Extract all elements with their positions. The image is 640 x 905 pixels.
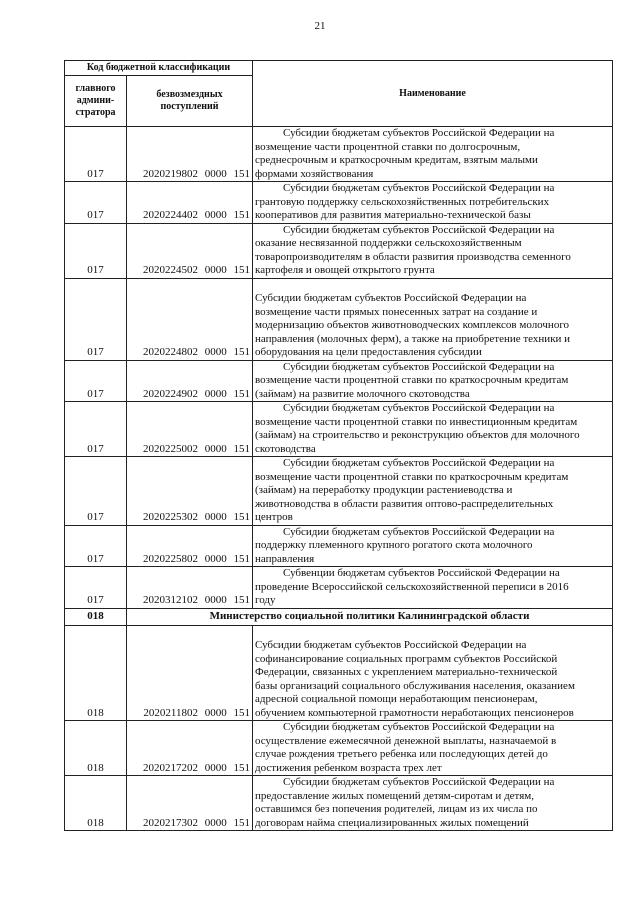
table-row bbox=[65, 182, 613, 224]
item-name bbox=[253, 567, 613, 609]
item-name-line: товаропроизводителям в области развития производства семенного bbox=[255, 250, 571, 263]
item-name-line: среднесрочным и краткосрочным кредитам, взятым малыми bbox=[255, 154, 538, 166]
item-name-line: софинансирование социальных программ субъектов Российской bbox=[255, 652, 558, 665]
item-name-line: формами хозяйствования bbox=[255, 167, 374, 180]
item-name bbox=[253, 457, 613, 526]
item-name-line: проведение Всероссийской сельскохозяйственной переписи в 2016 bbox=[255, 580, 569, 593]
item-name-line: возмещение части процентной ставки по долгосрочным, bbox=[255, 140, 521, 153]
admin-code: 017 bbox=[65, 127, 127, 182]
revenue-code: 2020224802 0000 151 bbox=[127, 278, 253, 360]
admin-code: 017 bbox=[65, 278, 127, 360]
item-name bbox=[253, 278, 613, 360]
item-name-line: возмещение части прямых понесенных затрат на создание и bbox=[255, 305, 538, 318]
item-name-line: Субсидии бюджетам субъектов Российской Федерации на bbox=[283, 776, 555, 788]
revenue-code: 2020219802 0000 151 bbox=[127, 127, 253, 182]
item-name-line: поддержку племенного крупного рогатого скота молочного bbox=[255, 539, 533, 551]
item-name-line: животноводства в области развития оптово-распределительных bbox=[255, 497, 554, 510]
item-name-line: скотоводства bbox=[255, 442, 316, 455]
item-name bbox=[253, 721, 613, 776]
revenue-code: 2020217202 0000 151 bbox=[127, 721, 253, 776]
table-row bbox=[65, 567, 613, 609]
table-row bbox=[65, 127, 613, 182]
revenue-code: 2020224502 0000 151 bbox=[127, 223, 253, 278]
item-name-line: Субсидии бюджетам субъектов Российской Федерации на bbox=[283, 525, 555, 538]
item-name-line: кооперативов для развития материально-технической базы bbox=[255, 209, 531, 221]
item-name bbox=[253, 223, 613, 278]
item-name-line: модернизацию объектов животноводческих комплексов молочного bbox=[255, 319, 570, 331]
admin-code: 018 bbox=[65, 608, 127, 625]
item-name-line: оставшимся без попечения родителей, лицам из их числа по bbox=[255, 803, 538, 815]
item-name bbox=[253, 625, 613, 721]
table-row bbox=[65, 223, 613, 278]
item-name-line: Субсидии бюджетам субъектов Российской Федерации на bbox=[283, 721, 555, 733]
table-row bbox=[65, 625, 613, 721]
admin-code: 017 bbox=[65, 182, 127, 224]
item-name-line: Субвенции бюджетам субъектов Российской Федерации на bbox=[283, 567, 560, 579]
table-row bbox=[65, 721, 613, 776]
table-row bbox=[65, 525, 613, 567]
revenue-code: 2020225802 0000 151 bbox=[127, 525, 253, 567]
item-name-line: направления (молочных ферм), а также на приобретение техники и bbox=[255, 332, 571, 345]
header-admin-line: админи- bbox=[76, 95, 115, 106]
header-revenue-line: безвозмездных bbox=[156, 89, 223, 100]
table-row bbox=[65, 360, 613, 402]
item-name bbox=[253, 776, 613, 831]
item-name-line: случае рождения третьего ребенка или последующих детей до bbox=[255, 748, 548, 760]
item-name bbox=[253, 182, 613, 224]
item-name-line: Субсидии бюджетам субъектов Российской Федерации на bbox=[255, 292, 527, 304]
item-name-line: картофеля и овощей открытого грунта bbox=[255, 264, 435, 276]
header-budget-classification-code: Код бюджетной классификации bbox=[65, 61, 253, 76]
header-main-administrator bbox=[65, 76, 127, 127]
item-name-line: (займам) на переработку продукции растениеводства и bbox=[255, 484, 513, 496]
revenue-code: 2020211802 0000 151 bbox=[127, 625, 253, 721]
revenue-code: 2020225302 0000 151 bbox=[127, 457, 253, 526]
item-name-line bbox=[255, 279, 610, 293]
ministry-row bbox=[65, 608, 613, 625]
item-name-line: договорам найма специализированных жилых помещений bbox=[255, 816, 529, 829]
item-name-line: Субсидии бюджетам субъектов Российской Федерации на bbox=[255, 639, 527, 651]
item-name-line: году bbox=[255, 594, 276, 606]
item-name-line: адресной социальной помощи неработающим пенсионерам, bbox=[255, 693, 538, 705]
budget-classification-table bbox=[64, 60, 613, 831]
table-body bbox=[65, 127, 613, 831]
item-name-line: достижения ребенком возраста трех лет bbox=[255, 761, 442, 774]
revenue-code: 2020225002 0000 151 bbox=[127, 402, 253, 457]
item-name-line: (займам) на строительство и реконструкцию объектов для молочного bbox=[255, 429, 580, 441]
item-name-line: возмещение части процентной ставки по краткосрочным кредитам bbox=[255, 374, 569, 386]
item-name-line: возмещение части процентной ставки по инвестиционным кредитам bbox=[255, 415, 578, 428]
item-name-line: (займам) на развитие молочного скотоводства bbox=[255, 387, 470, 400]
admin-code: 018 bbox=[65, 776, 127, 831]
admin-code: 018 bbox=[65, 625, 127, 721]
item-name bbox=[253, 127, 613, 182]
item-name-line: возмещение части процентной ставки по краткосрочным кредитам bbox=[255, 470, 569, 483]
item-name-line: Субсидии бюджетам субъектов Российской Федерации на bbox=[283, 223, 555, 236]
item-name-line: Субсидии бюджетам субъектов Российской Федерации на bbox=[283, 457, 555, 469]
revenue-code: 2020224902 0000 151 bbox=[127, 360, 253, 402]
ministry-title: Министерство социальной политики Калининградской области bbox=[127, 608, 613, 625]
admin-code: 017 bbox=[65, 402, 127, 457]
item-name-line bbox=[255, 626, 610, 640]
item-name bbox=[253, 525, 613, 567]
admin-code: 017 bbox=[65, 360, 127, 402]
item-name-line: обучением компьютерной грамотности неработающих пенсионеров bbox=[255, 706, 574, 719]
item-name-line: Субсидии бюджетам субъектов Российской Федерации на bbox=[283, 182, 555, 194]
item-name-line: оборудования на цели предоставления субсидии bbox=[255, 346, 482, 358]
admin-code: 017 bbox=[65, 223, 127, 278]
header-gratuitous-revenues bbox=[127, 76, 253, 127]
item-name-line: оказание несвязанной поддержки сельскохозяйственным bbox=[255, 237, 522, 249]
admin-code: 018 bbox=[65, 721, 127, 776]
header-revenue-line: поступлений bbox=[160, 101, 219, 112]
item-name bbox=[253, 402, 613, 457]
item-name-line: центров bbox=[255, 511, 293, 523]
table-row bbox=[65, 776, 613, 831]
item-name-line: Федерации, связанных с укреплением материально-технической bbox=[255, 666, 558, 678]
admin-code: 017 bbox=[65, 457, 127, 526]
table-row bbox=[65, 457, 613, 526]
revenue-code: 2020312102 0000 151 bbox=[127, 567, 253, 609]
admin-code: 017 bbox=[65, 567, 127, 609]
admin-code: 017 bbox=[65, 525, 127, 567]
header-name: Наименование bbox=[253, 61, 613, 127]
table-row bbox=[65, 402, 613, 457]
page-number: 21 bbox=[314, 20, 326, 32]
revenue-code: 2020224402 0000 151 bbox=[127, 182, 253, 224]
header-admin-line: главного bbox=[75, 83, 116, 94]
item-name-line: грантовую поддержку сельскохозяйственных потребительских bbox=[255, 195, 550, 208]
item-name-line: предоставление жилых помещений детям-сиротам и детям, bbox=[255, 789, 534, 802]
item-name-line: базы организаций социального обслуживания населения, оказанием bbox=[255, 679, 575, 692]
item-name-line: Субсидии бюджетам субъектов Российской Федерации на bbox=[283, 127, 555, 139]
header-admin-line: стратора bbox=[75, 107, 116, 118]
item-name-line: Субсидии бюджетам субъектов Российской Федерации на bbox=[283, 402, 555, 414]
item-name bbox=[253, 360, 613, 402]
revenue-code: 2020217302 0000 151 bbox=[127, 776, 253, 831]
item-name-line: осуществление ежемесячной денежной выплаты, назначаемой в bbox=[255, 734, 557, 747]
item-name-line: Субсидии бюджетам субъектов Российской Федерации на bbox=[283, 360, 555, 373]
table-row bbox=[65, 278, 613, 360]
item-name-line: направления bbox=[255, 552, 315, 565]
